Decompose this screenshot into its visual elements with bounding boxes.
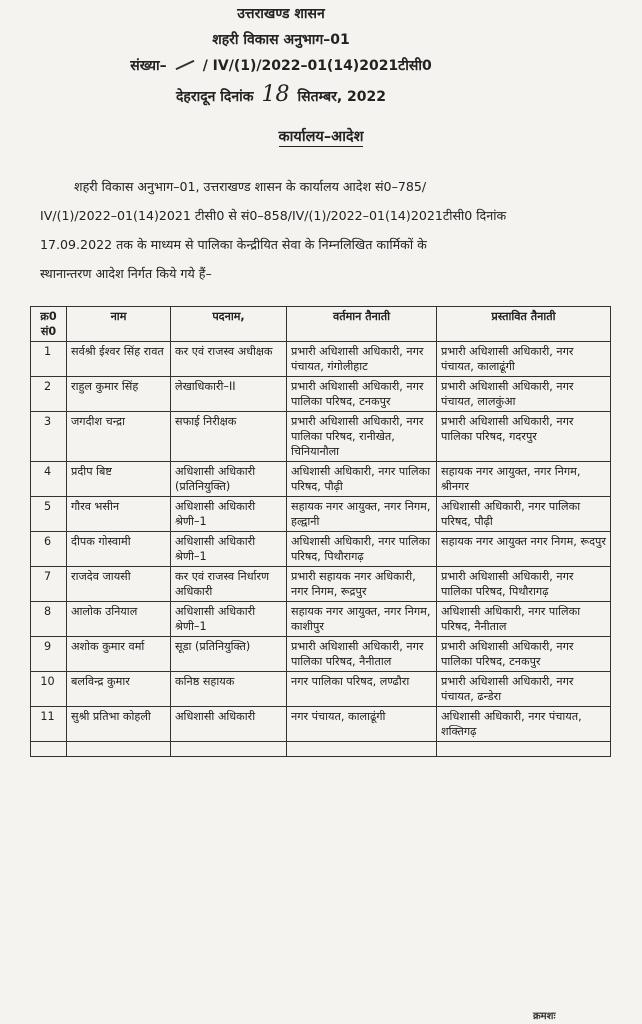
reference-prefix: संख्या– xyxy=(130,58,167,74)
table-row xyxy=(31,377,611,412)
government-name: उत्तराखण्ड शासन xyxy=(237,6,325,22)
cell-current-posting: नगर पालिका परिषद, लण्ढौरा xyxy=(287,672,437,707)
empty-cell xyxy=(67,742,171,757)
cell-name: आलोक उनियाल xyxy=(67,602,171,637)
cell-designation: लेखाधिकारी–II xyxy=(171,377,287,412)
cell-current-posting: सहायक नगर आयुक्त, नगर निगम, काशीपुर xyxy=(287,602,437,637)
cell-proposed-posting: अधिशासी अधिकारी, नगर पंचायत, शक्तिगढ़ xyxy=(437,707,611,742)
cell-name: दीपक गोस्वामी xyxy=(67,532,171,567)
cell-name: राहुल कुमार सिंह xyxy=(67,377,171,412)
cell-serial: 4 xyxy=(31,462,67,497)
table-row xyxy=(31,567,611,602)
cell-current-posting: प्रभारी अधिशासी अधिकारी, नगर पालिका परिषद, रानीखेत, चिनियानौला xyxy=(287,412,437,462)
header-serial: क्र0 सं0 xyxy=(31,307,67,342)
cell-serial: 3 xyxy=(31,412,67,462)
cell-name: राजदेव जायसी xyxy=(67,567,171,602)
handwritten-mark xyxy=(175,60,194,70)
cell-current-posting: अधिशासी अधिकारी, नगर पालिका परिषद, पौढ़ी xyxy=(287,462,437,497)
cell-serial: 6 xyxy=(31,532,67,567)
cell-designation: अधिशासी अधिकारी xyxy=(171,707,287,742)
cell-current-posting: प्रभारी अधिशासी अधिकारी, नगर पालिका परिषद, टनकपुर xyxy=(287,377,437,412)
empty-cell xyxy=(437,742,611,757)
cell-serial: 10 xyxy=(31,672,67,707)
cell-proposed-posting: अधिशासी अधिकारी, नगर पालिका परिषद, नैनीताल xyxy=(437,602,611,637)
paragraph-line: 17.09.2022 तक के माध्यम से पालिका केन्द्रीयित सेवा के निम्नलिखित कार्मिकों के xyxy=(40,237,427,252)
transfer-table xyxy=(30,306,611,757)
month-year: सितम्बर, 2022 xyxy=(297,89,386,105)
paragraph-line: स्थानान्तरण आदेश निर्गत किये गये हैं– xyxy=(40,266,212,281)
cell-proposed-posting: सहायक नगर आयुक्त नगर निगम, रूदपुर xyxy=(437,532,611,567)
cell-serial: 5 xyxy=(31,497,67,532)
cell-designation: कनिष्ठ सहायक xyxy=(171,672,287,707)
reference-suffix: / IV/(1)/2022–01(14)2021टीसी0 xyxy=(202,58,432,74)
place-label: देहरादून दिनांक xyxy=(175,89,254,105)
cell-name: बलविन्द्र कुमार xyxy=(67,672,171,707)
table-row xyxy=(31,672,611,707)
cell-designation: सफाई निरीक्षक xyxy=(171,412,287,462)
cell-serial: 8 xyxy=(31,602,67,637)
cell-proposed-posting: प्रभारी अधिशासी अधिकारी, नगर पंचायत, कालाढूंगी xyxy=(437,342,611,377)
empty-cell xyxy=(287,742,437,757)
cell-designation: अधिशासी अधिकारी श्रेणी–1 xyxy=(171,497,287,532)
table-row xyxy=(31,412,611,462)
cell-designation: अधिशासी अधिकारी श्रेणी–1 xyxy=(171,532,287,567)
cell-name: गौरव भसीन xyxy=(67,497,171,532)
table-row xyxy=(31,637,611,672)
cell-serial: 11 xyxy=(31,707,67,742)
cell-proposed-posting: प्रभारी अधिशासी अधिकारी, नगर पंचायत, लालकुंआ xyxy=(437,377,611,412)
cell-current-posting: प्रभारी अधिशासी अधिकारी, नगर पंचायत, गंगोलीहाट xyxy=(287,342,437,377)
cell-current-posting: अधिशासी अधिकारी, नगर पालिका परिषद, पिथौरागढ़ xyxy=(287,532,437,567)
cell-current-posting: नगर पंचायत, कालाढूंगी xyxy=(287,707,437,742)
reference-number xyxy=(0,56,602,75)
order-title: कार्यालय–आदेश xyxy=(278,129,364,145)
cell-name: प्रदीप बिष्ट xyxy=(67,462,171,497)
table-row xyxy=(31,602,611,637)
header-name: नाम xyxy=(67,307,171,342)
cell-proposed-posting: प्रभारी अधिशासी अधिकारी, नगर पालिका परिषद, गदरपुर xyxy=(437,412,611,462)
cell-current-posting: प्रभारी अधिशासी अधिकारी, नगर पालिका परिषद, नैनीताल xyxy=(287,637,437,672)
paragraph-line: शहरी विकास अनुभाग–01, उत्तराखण्ड शासन के कार्यालय आदेश सं0–785/ xyxy=(74,179,427,194)
empty-cell xyxy=(171,742,287,757)
header-designation: पदनाम, xyxy=(171,307,287,342)
order-paragraph xyxy=(40,172,606,288)
cell-designation: अधिशासी अधिकारी (प्रतिनियुक्ति) xyxy=(171,462,287,497)
table-row xyxy=(31,462,611,497)
cell-designation: कर एवं राजस्व अधीक्षक xyxy=(171,342,287,377)
table-header-row xyxy=(31,307,611,342)
continued-mark: क्रमशः xyxy=(533,1011,556,1022)
handwritten-date: 18 xyxy=(261,82,290,107)
department-name: शहरी विकास अनुभाग–01 xyxy=(212,32,350,48)
table-row xyxy=(31,342,611,377)
cell-proposed-posting: प्रभारी अधिशासी अधिकारी, नगर पंचायत, ढन्डेरा xyxy=(437,672,611,707)
table-row xyxy=(31,707,611,742)
cell-name: अशोक कुमार वर्मा xyxy=(67,637,171,672)
cell-name: सुश्री प्रतिभा कोहली xyxy=(67,707,171,742)
cell-current-posting: प्रभारी सहायक नगर अधिकारी, नगर निगम, रूद्रपुर xyxy=(287,567,437,602)
table-row-empty xyxy=(31,742,611,757)
cell-current-posting: सहायक नगर आयुक्त, नगर निगम, हल्द्वानी xyxy=(287,497,437,532)
paragraph-line: IV/(1)/2022–01(14)2021 टीसी0 से सं0–858/IV/(1)/2022–01(14)2021टीसी0 दिनांक xyxy=(40,208,507,223)
cell-name: सर्वश्री ईश्वर सिंह रावत xyxy=(67,342,171,377)
cell-proposed-posting: सहायक नगर आयुक्त, नगर निगम, श्रीनगर xyxy=(437,462,611,497)
cell-serial: 1 xyxy=(31,342,67,377)
header-proposed-posting: प्रस्तावित तैनाती xyxy=(437,307,611,342)
table-row xyxy=(31,497,611,532)
cell-designation: सूडा (प्रतिनियुक्ति) xyxy=(171,637,287,672)
cell-serial: 7 xyxy=(31,567,67,602)
cell-name: जगदीश चन्द्रा xyxy=(67,412,171,462)
cell-proposed-posting: प्रभारी अधिशासी अधिकारी, नगर पालिका परिषद, पिथौरागढ़ xyxy=(437,567,611,602)
cell-proposed-posting: अधिशासी अधिकारी, नगर पालिका परिषद, पौढ़ी xyxy=(437,497,611,532)
cell-proposed-posting: प्रभारी अधिशासी अधिकारी, नगर पालिका परिषद, टनकपुर xyxy=(437,637,611,672)
table-row xyxy=(31,532,611,567)
cell-designation: अधिशासी अधिकारी श्रेणी–1 xyxy=(171,602,287,637)
empty-cell xyxy=(31,742,67,757)
cell-serial: 2 xyxy=(31,377,67,412)
header-current-posting: वर्तमान तैनाती xyxy=(287,307,437,342)
cell-serial: 9 xyxy=(31,637,67,672)
cell-designation: कर एवं राजस्व निर्धारण अधिकारी xyxy=(171,567,287,602)
place-date xyxy=(0,82,602,107)
